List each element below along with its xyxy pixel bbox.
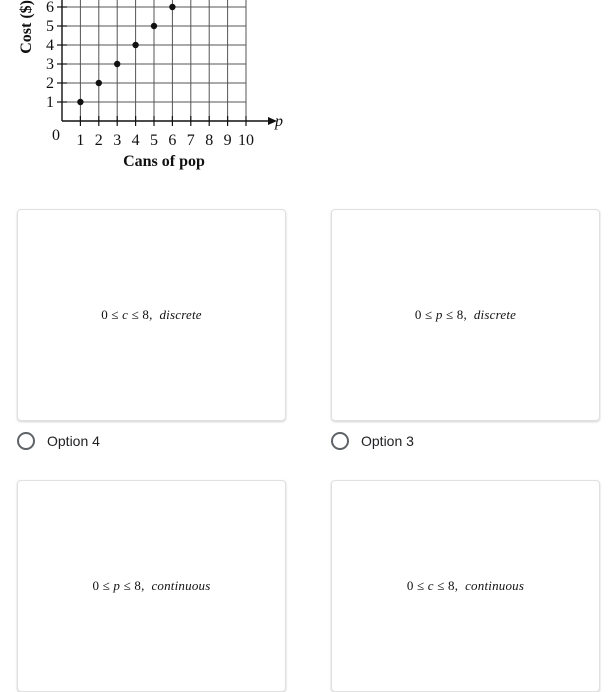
x-tick-label: 9 (223, 132, 232, 149)
x-tick-label: 6 (168, 132, 177, 149)
data-point (169, 4, 175, 10)
data-point (96, 80, 102, 86)
option-card-p-continuous[interactable] (17, 480, 286, 692)
option-c-continuous-expression: 0 ≤ c ≤ 8, continuous (406, 578, 525, 593)
data-point (77, 99, 83, 105)
x-tick-label: 2 (94, 132, 103, 149)
option-4-radio[interactable] (17, 432, 35, 450)
y-tick-label: 3 (46, 56, 54, 73)
x-tick-label: 1 (76, 132, 85, 149)
y-tick-label: 4 (46, 37, 54, 54)
y-axis-title: Cost ($) (18, 0, 35, 54)
data-point (151, 23, 157, 29)
data-points (77, 4, 175, 105)
y-tick-labels (46, 0, 54, 111)
data-point (132, 42, 138, 48)
origin-label: 0 (52, 127, 60, 144)
x-axis-variable: p (275, 113, 283, 130)
x-tick-label: 10 (238, 132, 254, 149)
y-tick-label: 2 (46, 75, 54, 92)
option-4-card[interactable] (17, 209, 286, 421)
x-tick-label: 5 (150, 132, 158, 149)
cost-chart (0, 0, 300, 180)
x-tick-label: 7 (186, 132, 195, 149)
option-4-expression: 0 ≤ c ≤ 8, discrete (101, 307, 202, 322)
option-3-expression: 0 ≤ p ≤ 8, discrete (414, 307, 517, 322)
option-4-label: Option 4 (47, 433, 100, 449)
chart-grid (57, 0, 277, 126)
option-card-c-continuous[interactable] (331, 480, 600, 692)
option-p-continuous-expression: 0 ≤ p ≤ 8, continuous (92, 578, 211, 593)
x-tick-label: 3 (113, 132, 122, 149)
option-4-choice[interactable] (17, 432, 100, 450)
y-tick-label: 1 (46, 94, 54, 111)
option-3-card[interactable] (331, 209, 600, 421)
x-axis-title: Cans of pop (123, 153, 205, 170)
y-tick-label: 6 (46, 0, 54, 16)
y-tick-label: 5 (46, 18, 54, 35)
option-3-choice[interactable] (331, 432, 414, 450)
x-tick-labels (76, 132, 254, 149)
x-tick-label: 8 (205, 132, 214, 149)
x-tick-label: 4 (131, 132, 140, 149)
option-3-radio[interactable] (331, 432, 349, 450)
option-3-label: Option 3 (361, 433, 414, 449)
data-point (114, 61, 120, 67)
